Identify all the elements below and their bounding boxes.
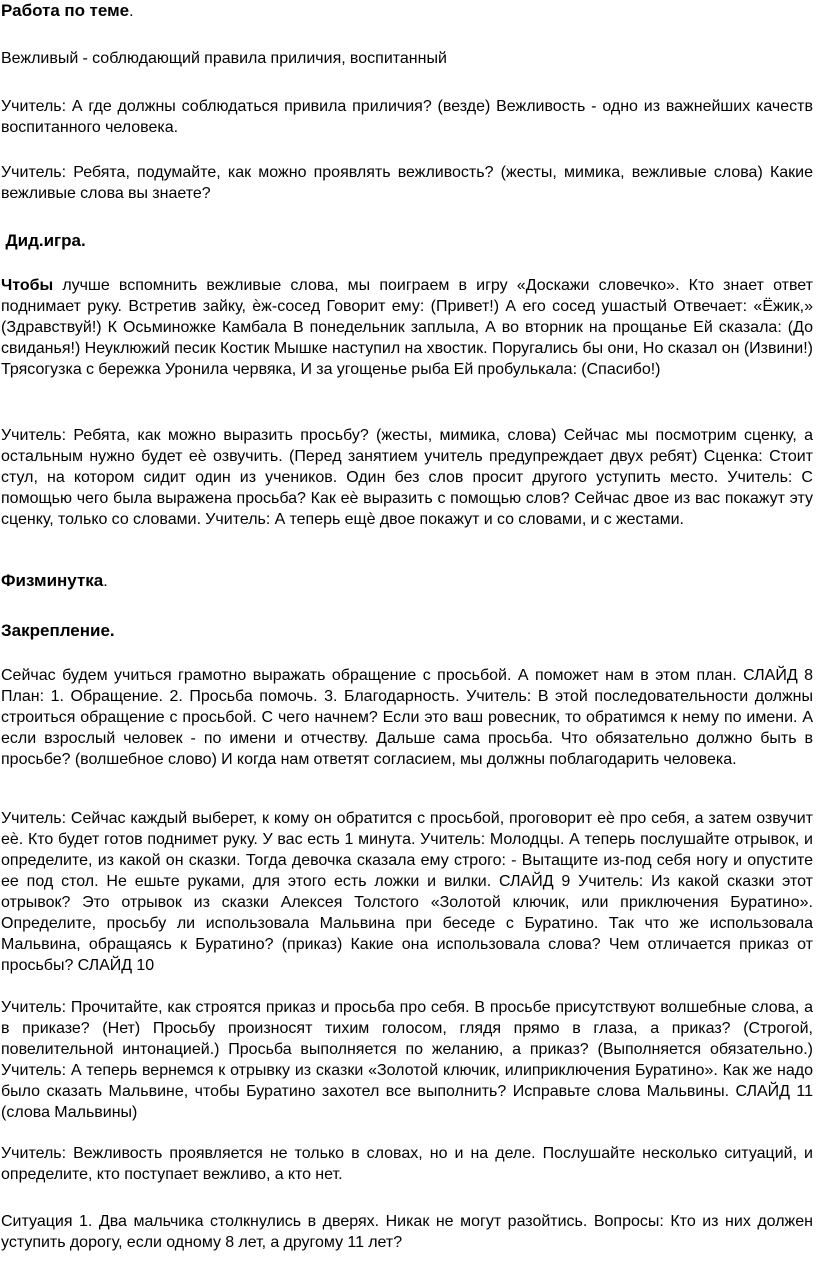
paragraph-polite-definition: Вежливый - соблюдающий правила приличия, воспитанный	[1, 50, 447, 67]
paragraph-request: Учитель: Ребята, как можно выразить просьбу? (жесты, мимика, слова) Сейчас мы посмотрим сценку, а остальным нужно будет еѐ озвучить. (Перед занятием учитель предупреждает двух ребят) Сценка: Стоит стул, на котором сидит один из учеников. Один без слов просит другого уступить место. Учитель: С помощью чего была выражена просьба? Как еѐ выразить с помощью слов? Сейчас двое из вас покажут эту сценку, только со словами. Учитель: А теперь ещѐ двое покажут и со словами, и с жестами.	[1, 427, 813, 528]
paragraph-choose-request: Учитель: Сейчас каждый выберет, к кому он обратится с просьбой, проговорит еѐ про себя, а затем озвучит еѐ. Кто будет готов поднимет руку. У вас есть 1 минута. Учитель: Молодцы. А теперь послушайте отрывок, и определите, из какой он сказки. Тогда девочка сказала ему строго: - Вытащите из-под себя ногу и опустите ее под стол. Не ешьте руками, для этого есть ложки и вилки. СЛАЙД 9 Учитель: Из какой сказки этот отрывок? Это отрывок из сказки Алексея Толстого «Золотой ключик, или приключения Буратино». Определите, просьбу ли использовала Мальвина при беседе с Буратино. Так что же использовала Мальвина, обращаясь к Буратино? (приказ) Какие она использовала слова? Чем отличается приказ от просьбы? СЛАЙД 10	[1, 810, 813, 974]
paragraph-word-game	[1, 275, 813, 380]
paragraph-situation-1: Ситуация 1. Два мальчика столкнулись в дверях. Никак не могут разойтись. Вопросы: Кто из них должен уступить дорогу, если одному 8 лет, а другому 11 лет?	[1, 1213, 813, 1251]
paragraph-politeness-deeds: Учитель: Вежливость проявляется не только в словах, но и на деле. Послушайте несколько ситуаций, и определите, кто поступает вежливо, а кто нет.	[1, 1145, 813, 1183]
paragraph-plan: Сейчас будем учиться грамотно выражать обращение с просьбой. А поможет нам в этом план. СЛАЙД 8 План: 1. Обращение. 2. Просьба помочь. 3. Благодарность. Учитель: В этой последовательности должны строиться обращение с просьбой. С чего начнем? Если это ваш ровесник, то обратимся к нему по имени. А если взрослый человек - по имени и отчеству. Дальше сама просьба. Что обязательно должно быть в просьбе? (волшебное слово) И когда нам ответят согласием, мы должны поблагодарить человека.	[1, 667, 813, 768]
paragraph-teacher-rules: Учитель: А где должны соблюдаться привила приличия? (везде) Вежливость - одно из важнейших качеств воспитанного человека.	[1, 98, 813, 136]
paragraph-order-vs-request: Учитель: Прочитайте, как строятся приказ и просьба про себя. В просьбе присутствуют волшебные слова, а в приказе? (Нет) Просьбу произносят тихим голосом, глядя прямо в глаза, а приказ? (Строгой, повелительной интонацией.) Просьба выполняется по желанию, а приказ? (Выполняется обязательно.) Учитель: А теперь вернемся к отрывку из сказки «Золотой ключик, илиприключения Буратино». Как же надо было сказать Мальвине, чтобы Буратино захотел все выполнить? Исправьте слова Мальвины. СЛАЙД 11 (слова Мальвины)	[1, 999, 813, 1121]
section-title-work-rest: .	[129, 3, 134, 20]
paragraph-word-game-text: лучше вспомнить вежливые слова, мы поиграем в игру «Доскажи словечко». Кто знает ответ поднимает руку. Встретив зайку, ѐж-сосед Говорит ему: (Привет!) А его сосед ушастый Отвечает: «Ёжик,» (Здравствуй!) К Осьминожке Камбала В понедельник заплыла, А во вторник на прощанье Ей сказала: (До свиданья!) Неуклюжий песик Костик Мышке наступил на хвостик. Поругались бы они, Но сказал он (Извини!) Трясогузка с бережка Уронила червяка, И за угощенье рыба Ей пробулькала: (Спасибо!)	[1, 277, 813, 378]
section-title-reinforcement: Закрепление.	[1, 621, 115, 640]
section-title-exercise	[1, 570, 108, 592]
section-title-work-bold: Работа по теме	[1, 1, 130, 20]
section-title-game: Дид.игра.	[1, 231, 86, 250]
section-title-exercise-bold: Физминутка	[1, 571, 104, 590]
paragraph-teacher-politeness: Учитель: Ребята, подумайте, как можно проявлять вежливость? (жесты, мимика, вежливые слова) Какие вежливые слова вы знаете?	[1, 164, 813, 202]
section-title-exercise-rest: .	[103, 573, 108, 590]
section-title-work	[1, 0, 134, 22]
paragraph-word-game-lead: Чтобы	[1, 277, 54, 294]
